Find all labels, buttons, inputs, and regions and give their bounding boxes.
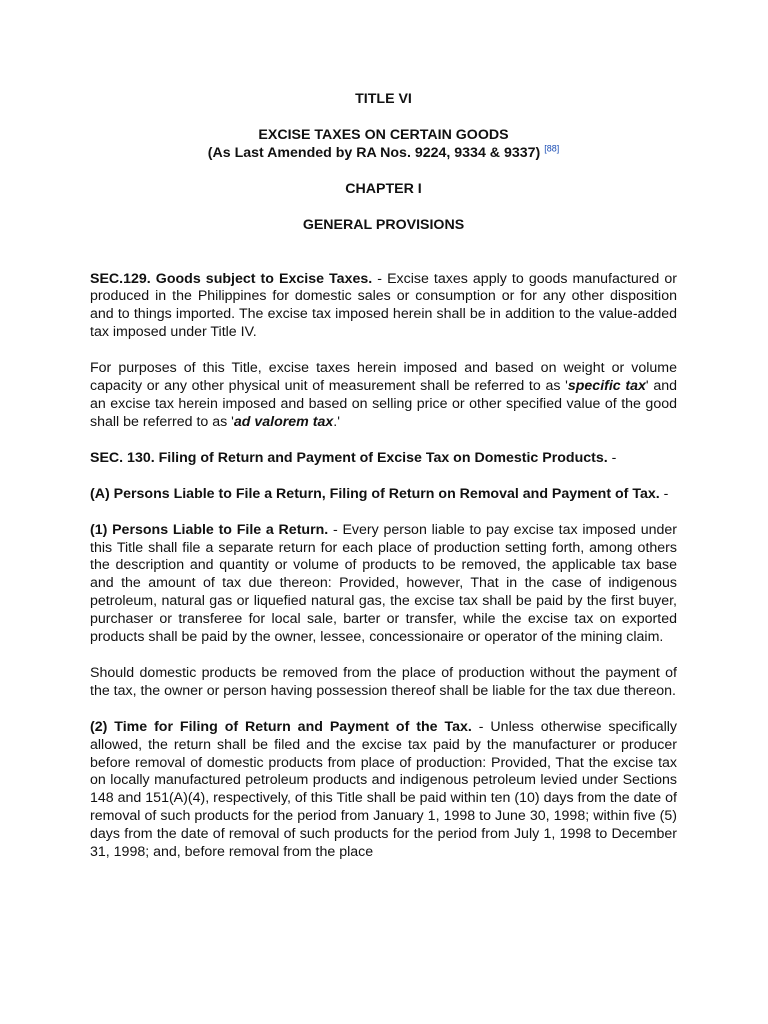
purpose-text-2: ' and an excise tax herein imposed and based on selling price or other specified value of the good shall be referred to as ' — [90, 378, 677, 430]
subtitle-line-1: EXCISE TAXES ON CERTAIN GOODS — [258, 126, 509, 143]
document-content — [90, 91, 677, 880]
sub-2-paragraph — [90, 719, 677, 862]
purpose-text-3: .' — [333, 413, 340, 430]
sec129-paragraph — [90, 271, 677, 343]
sub-a-paragraph — [90, 486, 677, 504]
purpose-text-1: For purposes of this Title, excise taxes herein imposed and based on weight or volume capacity or any other physical unit of measurement shall be referred to as ' — [90, 360, 677, 395]
sec130-heading: SEC. 130. Filing of Return and Payment of Excise Tax on Domestic Products. — [90, 449, 608, 466]
sec130-paragraph — [90, 450, 677, 468]
sub-1-text: - Every person liable to pay excise tax imposed under this Title shall file a separate return for each place of production setting forth, among others the description and quantity or volume of products to be removed, the applicable tax base and the amount of tax due thereon: Provided, however, That in the case of indigenous petroleum, natural gas or liquefied natural gas, the excise tax shall be paid by the first buyer, purchaser or transferee for local sale, barter or transfer, while the excise tax on exported products shall be paid by the owner, lessee, concessionaire or operator of the mining claim. — [90, 521, 677, 646]
sub-1-paragraph — [90, 522, 677, 647]
subtitle-heading — [90, 127, 677, 163]
sec130-dash: - — [607, 449, 617, 466]
subtitle-line-2 — [90, 145, 677, 163]
domestic-removed-paragraph: Should domestic products be removed from the place of production without the payment of the tax, the owner or person having possession thereof shall be liable for the tax due thereon. — [90, 664, 677, 699]
sub-2-text: - Unless otherwise specifically allowed, the return shall be filed and the excise tax paid by the manufacturer or producer before removal of domestic products from place of production: Provided, That the excise tax on locally manufactured petroleum products and indigenous petroleum levied under Sections 148 and 151(A)(4), respectively, of this Title shall be paid within ten (10) days from the date of removal of such products for the period from January 1, 1998 to June 30, 1998; within five (5) days from the date of removal of such products for the period from July 1, 1998 to December 31, 1998; and, before removal from the place — [90, 718, 677, 861]
sub-1-heading: (1) Persons Liable to File a Return. — [90, 521, 329, 538]
sub-a-dash: - — [659, 485, 669, 502]
footnote-link[interactable]: [88] — [544, 143, 560, 154]
sec129-heading: SEC.129. Goods subject to Excise Taxes. — [90, 270, 373, 287]
sec129-text: - Excise taxes apply to goods manufactured or produced in the Philippines for domestic sales or consumption or for any other disposition and to things imported. The excise tax imposed herein shall be in addition to the value-added tax imposed under Title IV. — [90, 270, 677, 341]
sub-a-heading: (A) Persons Liable to File a Return, Filing of Return on Removal and Payment of Tax. — [90, 485, 660, 502]
specific-tax-term: specific tax — [567, 378, 646, 395]
subtitle-line-2-text: (As Last Amended by RA Nos. 9224, 9334 & 9337) — [207, 144, 541, 161]
section-group-heading: GENERAL PROVISIONS — [302, 216, 465, 233]
title-heading: TITLE VI — [355, 91, 412, 107]
sub-2-heading: (2) Time for Filing of Return and Payment of the Tax. — [90, 718, 472, 735]
purpose-paragraph — [90, 360, 677, 432]
ad-valorem-tax-term: ad valorem tax — [233, 413, 334, 430]
chapter-heading: CHAPTER I — [345, 180, 422, 197]
